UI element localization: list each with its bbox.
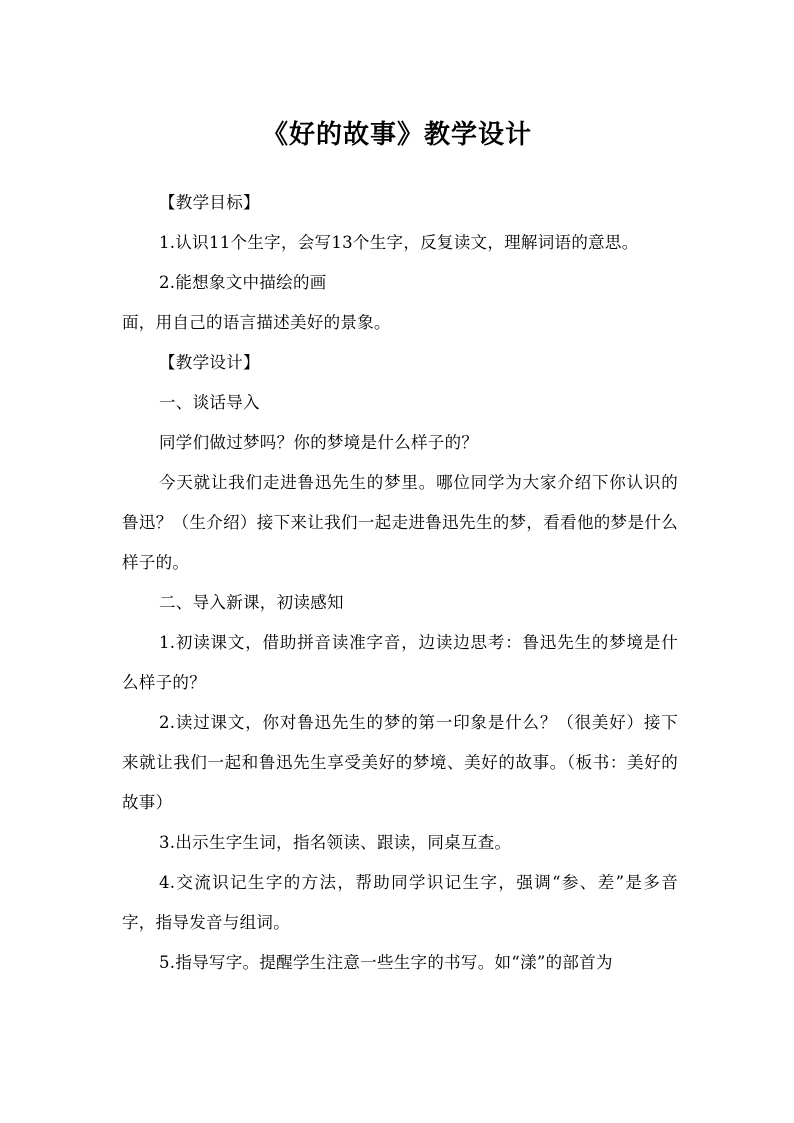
paragraph: 1.初读课文，借助拼音读准字音，边读边思考：鲁迅先生的梦境是什么样子的？	[122, 633, 678, 692]
document-title: 《好的故事》教学设计	[261, 120, 532, 151]
paragraph: 1.认识11个生字，会写13个生字，反复读文，理解词语的意思。	[159, 233, 639, 252]
paragraph: 今天就让我们走进鲁迅先生的梦里。哪位同学为大家介绍下你认识的鲁迅？（生介绍）接下来让我们一起走进鲁迅先生的梦，看看他的梦是什么样子的。	[122, 473, 678, 572]
paragraph: 2.能想象文中描绘的画	[159, 273, 327, 292]
paragraph: 二、导入新课，初读感知	[159, 593, 344, 612]
paragraph: 面，用自己的语言描述美好的景象。	[122, 313, 391, 332]
paragraph: 同学们做过梦吗？你的梦境是什么样子的？	[159, 433, 479, 452]
document-body	[122, 183, 678, 983]
paragraph: 【教学设计】	[159, 353, 260, 372]
paragraph: 3.出示生字生词，指名领读、跟读，同桌互查。	[159, 833, 512, 852]
paragraph: 2.读过课文，你对鲁迅先生的梦的第一印象是什么？（很美好）接下来就让我们一起和鲁迅先生享受美好的梦境、美好的故事。（板书：美好的故事）	[122, 713, 678, 812]
paragraph: 一、谈话导入	[159, 393, 260, 412]
paragraph: 4.交流识记生字的方法，帮助同学识记生字，强调“参、差”是多音字，指导发音与组词。	[122, 873, 678, 932]
paragraph: 【教学目标】	[159, 193, 260, 212]
paragraph: 5.指导写字。提醒学生注意一些生字的书写。如“漾”的部首为	[159, 953, 613, 972]
